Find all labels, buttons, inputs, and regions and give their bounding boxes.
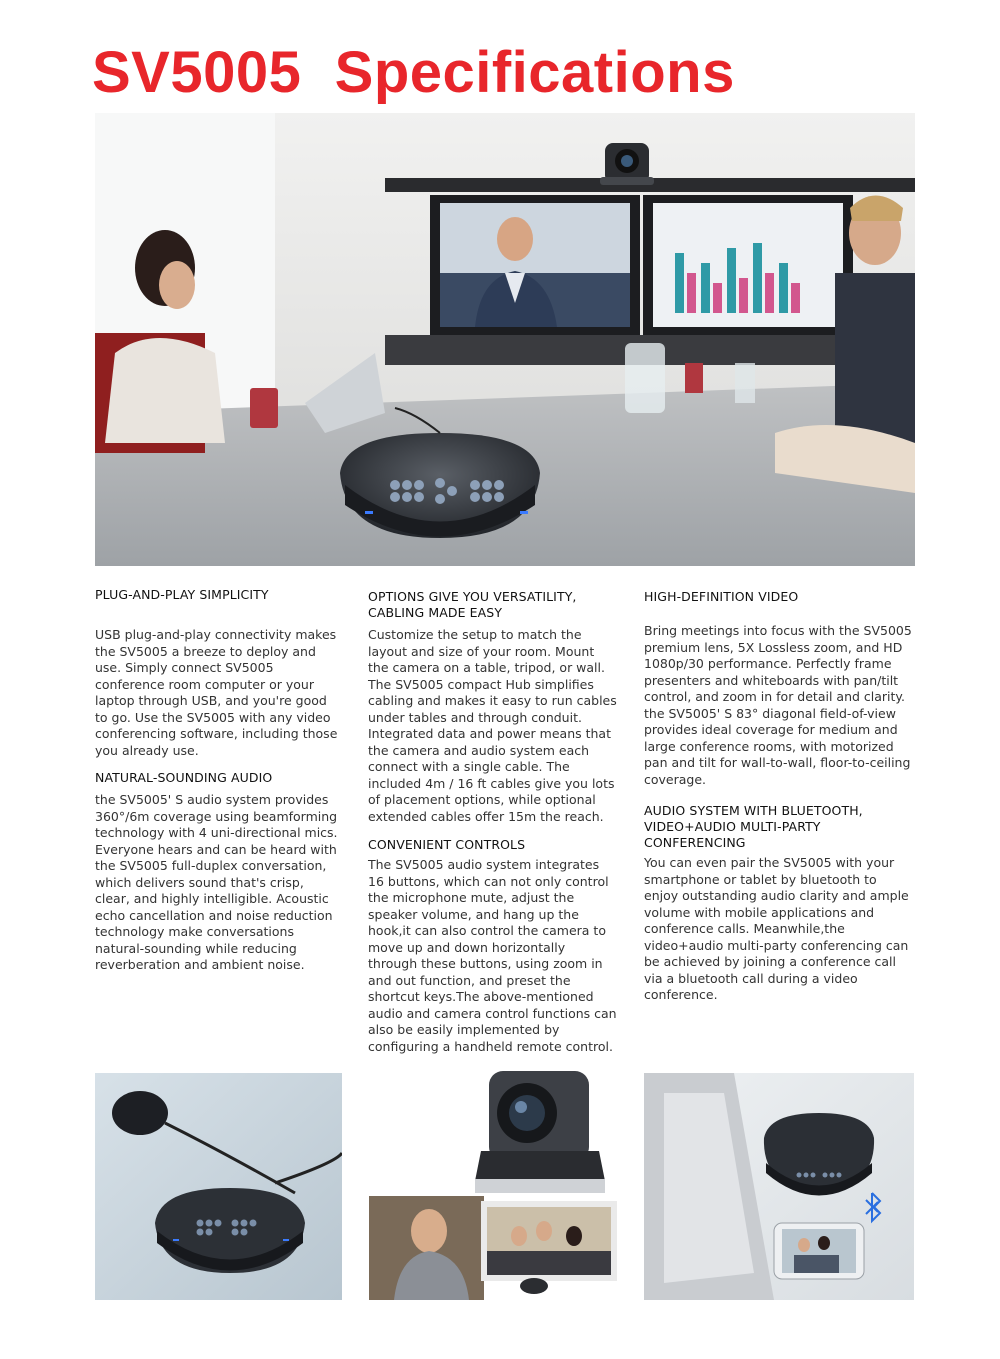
hd-video-section: [644, 589, 914, 788]
conference-room-photo: [95, 113, 915, 566]
controls-heading: CONVENIENT CONTROLS: [368, 837, 526, 852]
bluetooth-heading: AUDIO SYSTEM WITH BLUETOOTH, VIDEO+AUDIO MULTI-PARTY CONFERENCING: [644, 803, 863, 850]
options-body: Customize the setup to match the layout and size of your room. Mount the camera on a table, tripod, or wall. The SV5005 compact Hub simplifies cabling and makes it easy to run cables under tables and through conduit. Integrated data and power means that the camera and audio system each connect with a single cable. The included 4m / 16 ft cables give you lots of placement options, while optional extended cables offer 15m the reach.: [368, 627, 617, 824]
speakerphone-photo: [95, 1073, 342, 1300]
plug-and-play-section: [95, 587, 340, 759]
bluetooth-phone-photo: [644, 1073, 914, 1300]
options-heading: OPTIONS GIVE YOU VERSATILITY, CABLING MADE EASY: [368, 589, 577, 620]
page-title: SV5005 Specifications: [92, 40, 735, 105]
plug-and-play-heading: PLUG-AND-PLAY SIMPLICITY: [95, 587, 269, 602]
natural-audio-heading: NATURAL-SOUNDING AUDIO: [95, 770, 273, 785]
bluetooth-body: You can even pair the SV5005 with your smartphone or tablet by bluetooth to enjoy outstanding audio clarity and ample volume with mobile applications and conference calls. Meanwhile,the video+audio multi-party conferencing can be achieved by joining a conference call via a bluetooth call during a video conference.: [644, 855, 909, 1002]
options-section: [368, 589, 618, 825]
hd-video-body: Bring meetings into focus with the SV5005 premium lens, 5X Lossless zoom, and HD 1080p/30 performance. Perfectly frame presenters and whiteboards with pan/tilt control, and zoom in for detail and clarity. the SV5005' S 83° diagonal field-of-view provides ideal coverage for medium and large conference rooms, with motorized pan and tilt for wall-to-wall, floor-to-ceiling coverage.: [644, 623, 912, 787]
controls-body: The SV5005 audio system integrates 16 buttons, which can not only control the microphone mute, adjust the speaker volume, and hang up the hook,it can also control the camera to move up and down horizontally through these buttons, using zoom in and out function, and preset the shortcut keys.The above-mentioned audio and camera control functions can also be easily implemented by configuring a handheld remote control.: [368, 857, 617, 1054]
natural-audio-section: [95, 770, 340, 974]
hd-video-heading: HIGH-DEFINITION VIDEO: [644, 589, 799, 604]
natural-audio-body: the SV5005' S audio system provides 360°/6m coverage using beamforming technology with 4 uni-directional mics. Everyone hears and can be heard with the SV5005 full-duplex conversation, which delivers sound that's crisp, clear, and highly intelligible. Acoustic echo cancellation and noise reduction technology make conversations natural-sounding while reducing reverberation and ambient noise.: [95, 792, 338, 972]
bluetooth-section: [644, 803, 914, 1004]
plug-and-play-body: USB plug-and-play connectivity makes the SV5005 a breeze to deploy and use. Simply connect SV5005 conference room computer or your laptop through USB, and you're good to go. Use the SV5005 with any video conferencing software, including those you already use.: [95, 627, 338, 758]
ptz-camera-photo: [369, 1071, 617, 1300]
controls-section: [368, 837, 618, 1055]
